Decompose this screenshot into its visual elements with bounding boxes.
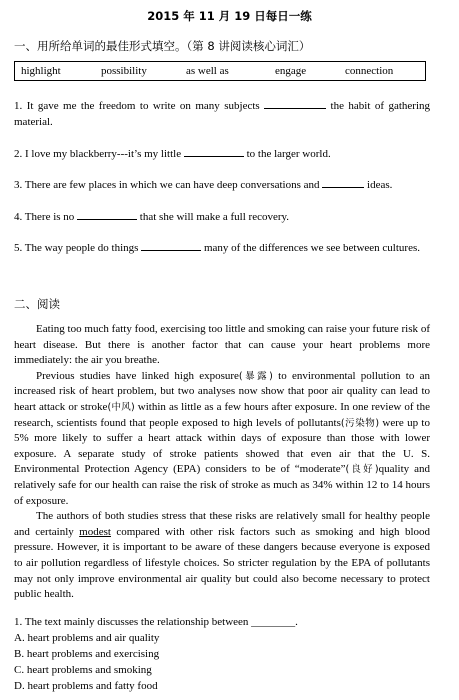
word-bank-item: as well as: [186, 65, 229, 77]
passage-text: The authors of both studies stress that these risks are relatively small for healthy people and certainly: [14, 510, 430, 538]
word-bank-item: possibility: [101, 65, 147, 77]
question-text: to the larger world.: [246, 148, 331, 160]
passage-text: to environmental pollution to an increased risk of heart problem, but two analyses now show that poor air quality can lead to heart attack or stroke: [14, 369, 430, 413]
passage-paragraph-2: [14, 369, 430, 509]
passage-text: within as little as a few hours after exposure. In one review of the research, scientists found that people exposed to high levels of pollutants: [14, 400, 430, 429]
mcq-option-a[interactable]: A. heart problems and air quality: [14, 632, 160, 644]
passage-paragraph-1: Eating too much fatty food, exercising too little and smoking can raise your future risk of heart disease. But there is another factor that can cause your heart problems more immediately: the air you breathe.: [14, 323, 430, 367]
mcq-stem: 1. The text mainly discusses the relationship between ________.: [14, 616, 298, 628]
reading-passage: [14, 322, 430, 603]
word-bank-item: engage: [275, 65, 307, 77]
passage-text: were up to 5% more likely to suffer a heart attack within days of exposure than those with lower exposure. A separate study of stroke patients showed that even air that the U. S. Environmental Protection Agency (EPA) considers to be of “moderate”: [14, 416, 430, 476]
answer-blank[interactable]: [141, 240, 201, 251]
question-text: the habit of gathering material.: [14, 100, 430, 128]
word-bank-box: [14, 61, 426, 81]
chinese-gloss: (暴露): [238, 370, 273, 382]
passage-text: quality and relatively safe for our health can raise the risk of stroke as much as 34% within 12 to 14 hours of exposure.: [14, 463, 430, 507]
word-bank-item: highlight: [21, 65, 61, 77]
passage-text: compared with other risk factors such as smoking and high blood pressure. However, it is important to be aware of these dangers because everyone is exposed to air pollution regardless of lifestyle choices. So stricter regulation by the EPA of pollutants may not only improve environmental air quality but could also become necessary to protect public health.: [14, 525, 430, 601]
chinese-gloss: (良好): [345, 464, 379, 476]
question-text: 1. It gave me the freedom to write on many subjects: [14, 100, 260, 112]
question-text: 3. There are few places in which we can have deep conversations and: [14, 179, 320, 191]
fill-question-5: [14, 240, 430, 256]
answer-blank[interactable]: [77, 209, 137, 220]
passage-paragraph-3: [14, 509, 430, 603]
mcq-option-d[interactable]: D. heart problems and fatty food: [14, 680, 158, 692]
fill-question-3: [14, 177, 430, 193]
answer-blank[interactable]: [322, 177, 364, 188]
chinese-gloss: (污染物): [340, 417, 380, 429]
answer-blank[interactable]: [184, 146, 244, 157]
fill-question-2: [14, 146, 430, 162]
question-text: that she will make a full recovery.: [139, 211, 290, 223]
fill-question-1: [14, 98, 430, 130]
chinese-gloss: (中风): [107, 401, 135, 413]
question-text: 2. I love my blackberry---it’s my little: [14, 148, 182, 160]
question-text: 4. There is no: [14, 211, 75, 223]
answer-blank[interactable]: [264, 98, 326, 109]
page-title: 2015 年 11 月 19 日每日一练: [147, 9, 312, 23]
question-text: many of the differences we see between cultures.: [203, 242, 420, 254]
question-text: 5. The way people do things: [14, 242, 139, 254]
passage-text: Previous studies have linked high exposure: [36, 369, 239, 382]
underlined-word: modest: [79, 525, 111, 538]
section1-heading: 一、用所给单词的最佳形式填空。（第 8 讲阅读核心词汇）: [14, 39, 311, 53]
mcq-option-c[interactable]: C. heart problems and smoking: [14, 664, 152, 676]
fill-question-4: [14, 209, 430, 225]
question-text: ideas.: [367, 179, 393, 191]
section2-heading: 二、阅读: [14, 297, 60, 311]
mcq-option-b[interactable]: B. heart problems and exercising: [14, 648, 160, 660]
word-bank-item: connection: [345, 65, 394, 77]
